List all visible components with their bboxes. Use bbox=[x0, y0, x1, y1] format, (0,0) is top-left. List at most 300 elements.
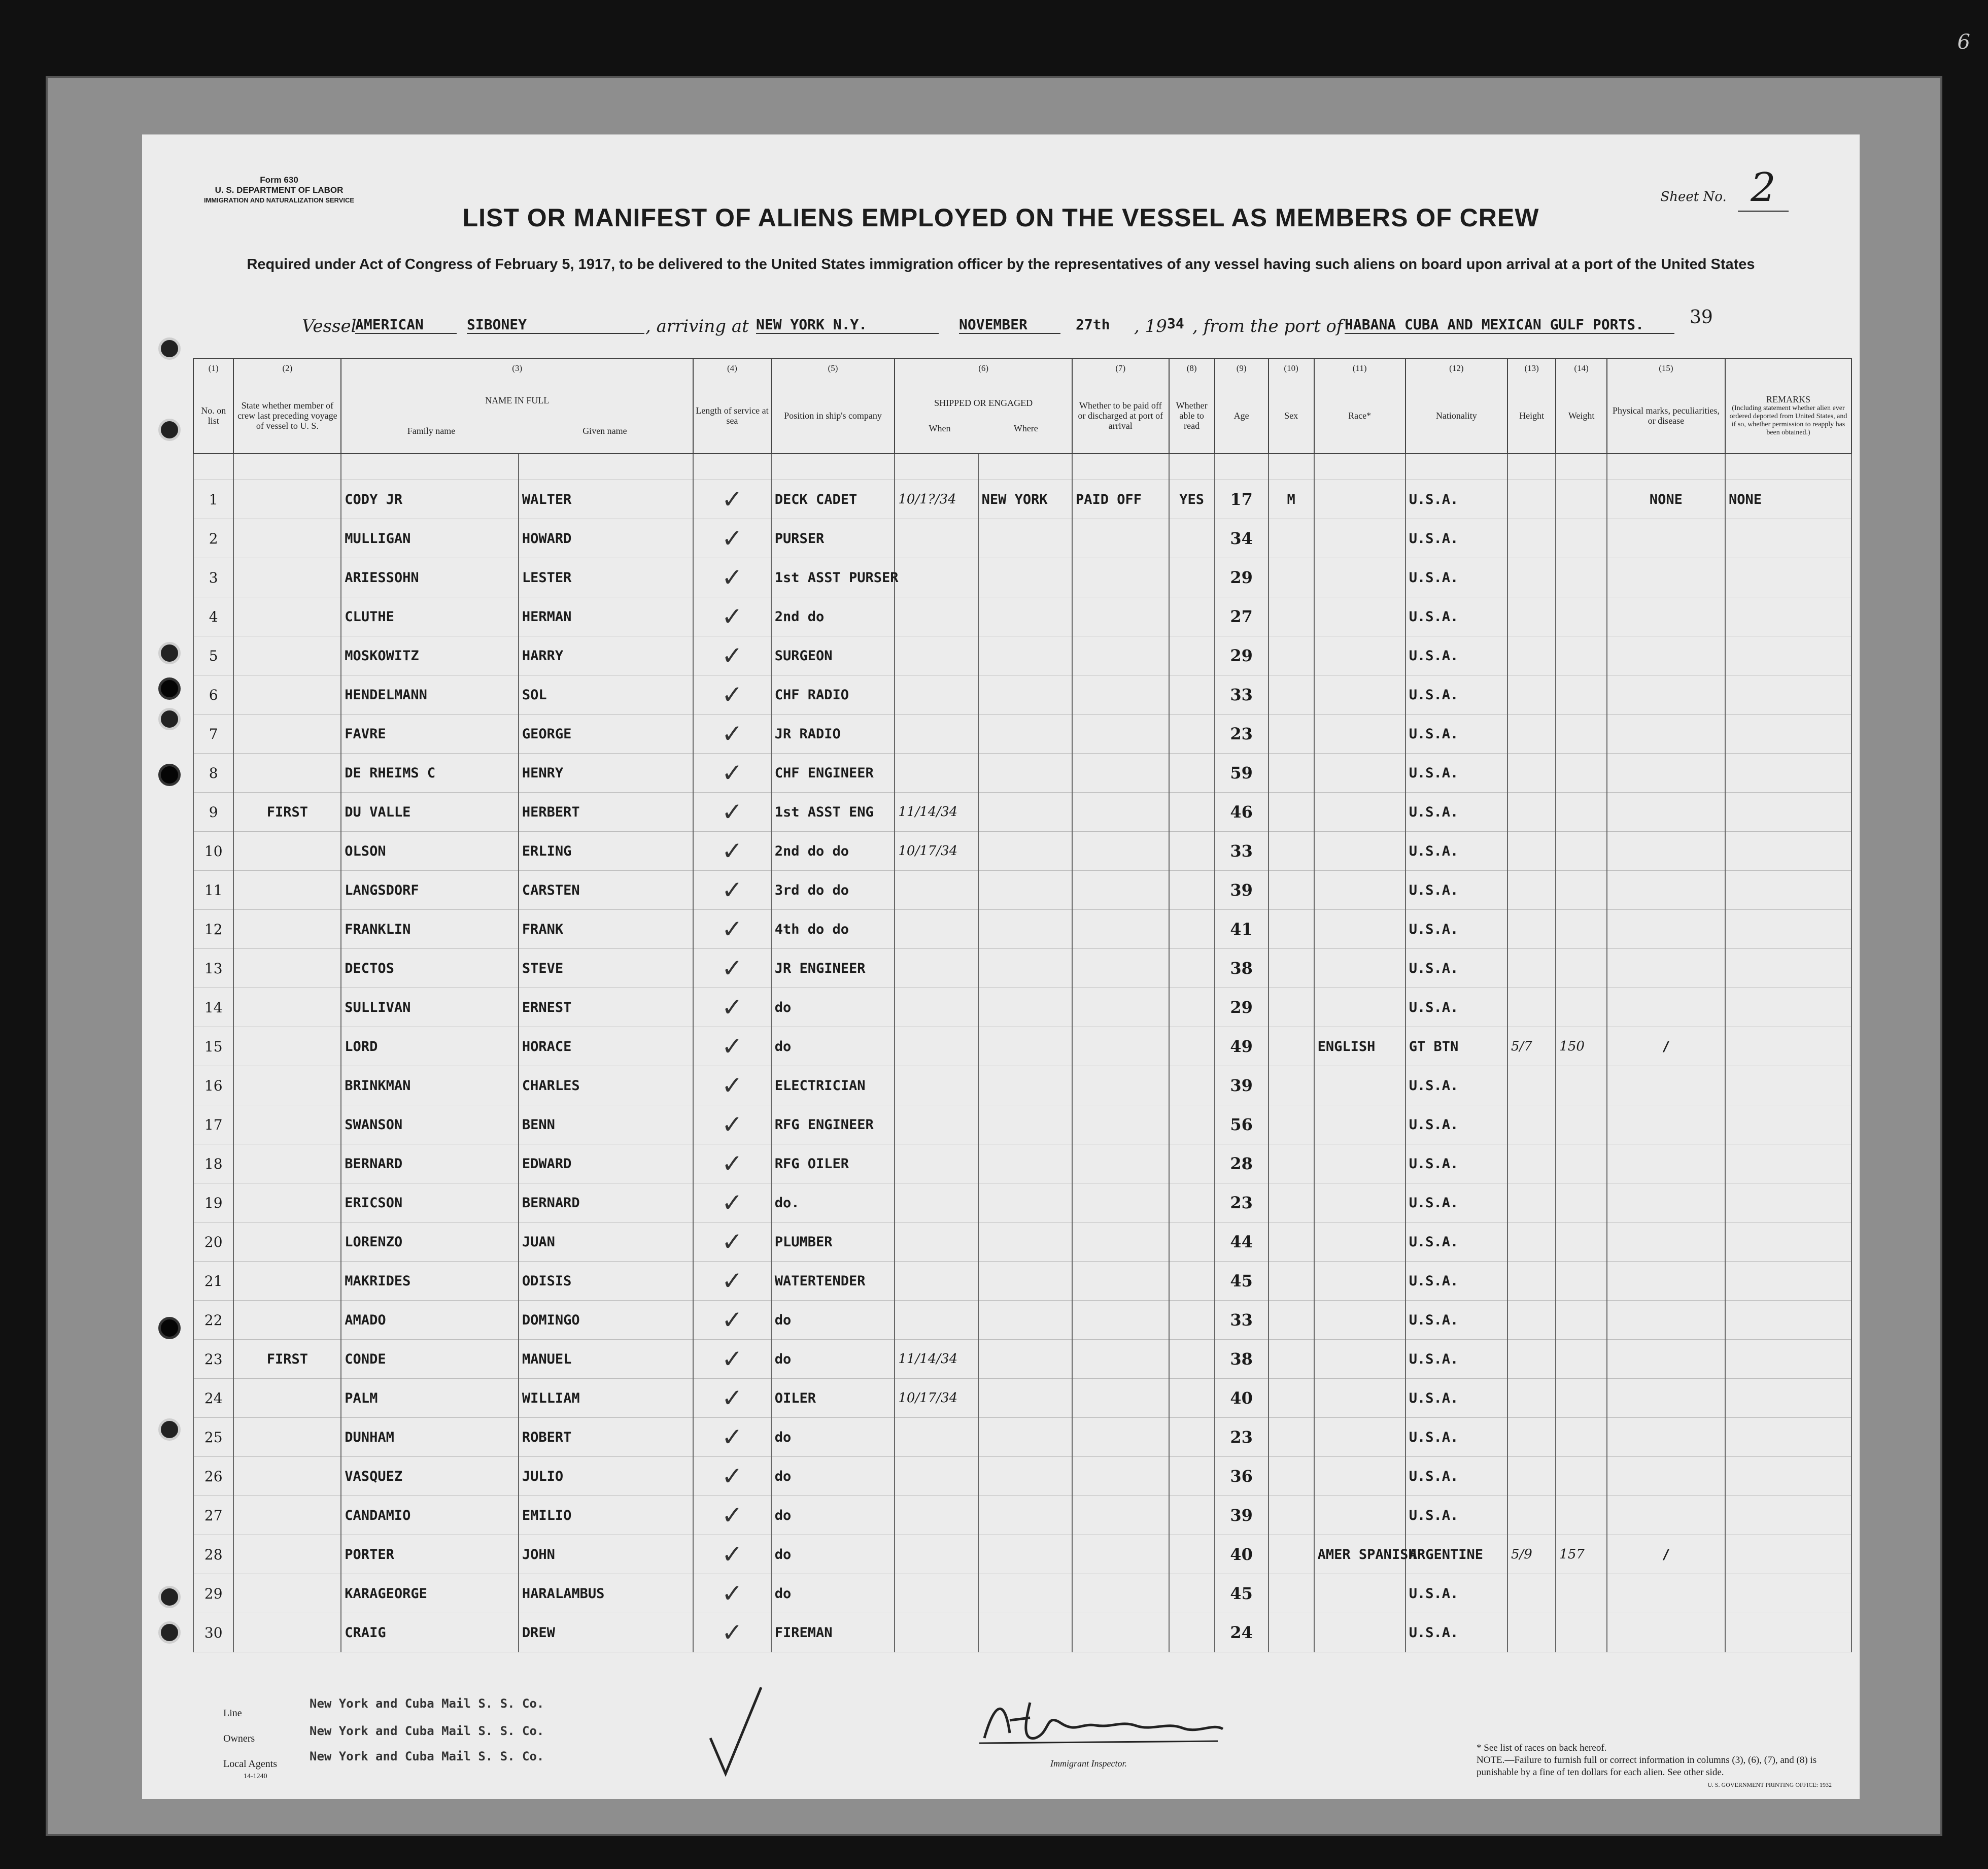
table-row bbox=[193, 754, 1852, 793]
physical-marks-cell bbox=[1607, 832, 1725, 871]
footer-form-code: 14-1240 bbox=[244, 1773, 267, 1780]
header-shipped-group: SHIPPED OR ENGAGED bbox=[934, 398, 1033, 408]
height-cell bbox=[1507, 1066, 1556, 1105]
shipped-where-cell bbox=[978, 1457, 1072, 1496]
remarks-cell: NONE bbox=[1725, 480, 1852, 519]
family-name-cell: BRINKMAN bbox=[341, 1066, 519, 1105]
row-number: 21 bbox=[193, 1262, 233, 1301]
length-of-service-cell: ✓ bbox=[693, 988, 771, 1027]
shipped-when-cell bbox=[895, 949, 978, 988]
position-cell: 1st ASST PURSER bbox=[771, 558, 895, 597]
physical-marks-cell bbox=[1607, 1418, 1725, 1457]
weight-cell bbox=[1556, 871, 1607, 910]
shipped-when-cell bbox=[895, 1613, 978, 1652]
able-to-read-cell bbox=[1169, 832, 1215, 871]
age-cell: 28 bbox=[1215, 1144, 1269, 1183]
checkmark-mark bbox=[705, 1682, 766, 1784]
family-name-cell: CANDAMIO bbox=[341, 1496, 519, 1535]
shipped-when-cell bbox=[895, 1027, 978, 1066]
punch-hole bbox=[158, 764, 181, 786]
nationality-cell: U.S.A. bbox=[1406, 1144, 1507, 1183]
able-to-read-cell bbox=[1169, 1340, 1215, 1379]
age-cell: 33 bbox=[1215, 832, 1269, 871]
col-num: (11) bbox=[1314, 358, 1406, 378]
able-to-read-cell bbox=[1169, 910, 1215, 949]
height-cell bbox=[1507, 988, 1556, 1027]
sex-cell bbox=[1269, 715, 1314, 754]
shipped-where-cell bbox=[978, 754, 1072, 793]
crew-table bbox=[193, 358, 1852, 1652]
nationality-cell: U.S.A. bbox=[1406, 793, 1507, 832]
header-where: Where bbox=[1013, 423, 1038, 433]
weight-cell bbox=[1556, 558, 1607, 597]
age-cell: 33 bbox=[1215, 675, 1269, 715]
age-cell: 34 bbox=[1215, 519, 1269, 558]
able-to-read-cell bbox=[1169, 1027, 1215, 1066]
header-weight: Weight bbox=[1556, 378, 1607, 454]
paid-off-cell bbox=[1072, 1262, 1169, 1301]
position-cell: CHF RADIO bbox=[771, 675, 895, 715]
table-row bbox=[193, 1066, 1852, 1105]
crew-table-container bbox=[193, 358, 1852, 1687]
row-number: 9 bbox=[193, 793, 233, 832]
weight-cell bbox=[1556, 1262, 1607, 1301]
race-cell bbox=[1314, 1183, 1406, 1222]
race-cell bbox=[1314, 1066, 1406, 1105]
weight-cell bbox=[1556, 793, 1607, 832]
header-shipped-engaged bbox=[895, 378, 1072, 454]
header-family-name: Family name bbox=[407, 426, 456, 436]
given-name-cell: EMILIO bbox=[519, 1496, 693, 1535]
length-of-service-cell: ✓ bbox=[693, 1418, 771, 1457]
race-cell bbox=[1314, 558, 1406, 597]
state-cell bbox=[233, 597, 341, 636]
height-cell: 5/7 bbox=[1507, 1027, 1556, 1066]
length-of-service-cell: ✓ bbox=[693, 949, 771, 988]
header-name-in-full bbox=[341, 378, 693, 454]
length-of-service-cell: ✓ bbox=[693, 1105, 771, 1144]
physical-marks-cell bbox=[1607, 910, 1725, 949]
physical-marks-cell bbox=[1607, 1457, 1725, 1496]
sex-cell bbox=[1269, 597, 1314, 636]
table-row bbox=[193, 1535, 1852, 1574]
sex-cell bbox=[1269, 1340, 1314, 1379]
age-cell: 29 bbox=[1215, 558, 1269, 597]
col-num: (14) bbox=[1556, 358, 1607, 378]
table-row bbox=[193, 1301, 1852, 1340]
paid-off-cell bbox=[1072, 1535, 1169, 1574]
height-cell bbox=[1507, 1379, 1556, 1418]
nationality-cell: U.S.A. bbox=[1406, 558, 1507, 597]
remarks-cell bbox=[1725, 1183, 1852, 1222]
length-of-service-cell: ✓ bbox=[693, 1496, 771, 1535]
position-cell: do bbox=[771, 1574, 895, 1613]
state-cell bbox=[233, 871, 341, 910]
header-no-on-list: No. on list bbox=[193, 378, 233, 454]
length-of-service-cell: ✓ bbox=[693, 1340, 771, 1379]
physical-marks-cell bbox=[1607, 1301, 1725, 1340]
position-cell: do bbox=[771, 1457, 895, 1496]
shipped-when-cell: 10/17/34 bbox=[895, 832, 978, 871]
table-row bbox=[193, 1027, 1852, 1066]
shipped-when-cell bbox=[895, 1105, 978, 1144]
shipped-when-cell bbox=[895, 519, 978, 558]
nationality-cell: U.S.A. bbox=[1406, 1183, 1507, 1222]
row-number: 1 bbox=[193, 480, 233, 519]
length-of-service-cell: ✓ bbox=[693, 910, 771, 949]
given-name-cell: JOHN bbox=[519, 1535, 693, 1574]
shipped-when-cell bbox=[895, 1066, 978, 1105]
physical-marks-cell bbox=[1607, 1574, 1725, 1613]
length-of-service-cell: ✓ bbox=[693, 1574, 771, 1613]
punch-hole bbox=[158, 337, 181, 360]
shipped-where-cell bbox=[978, 519, 1072, 558]
able-to-read-cell bbox=[1169, 519, 1215, 558]
physical-marks-cell bbox=[1607, 949, 1725, 988]
race-cell bbox=[1314, 949, 1406, 988]
state-cell bbox=[233, 910, 341, 949]
paid-off-cell: PAID OFF bbox=[1072, 480, 1169, 519]
race-cell bbox=[1314, 910, 1406, 949]
race-cell: ENGLISH bbox=[1314, 1027, 1406, 1066]
race-cell bbox=[1314, 1144, 1406, 1183]
length-of-service-cell: ✓ bbox=[693, 675, 771, 715]
paid-off-cell bbox=[1072, 1222, 1169, 1262]
position-cell: do bbox=[771, 1418, 895, 1457]
able-to-read-cell bbox=[1169, 988, 1215, 1027]
height-cell bbox=[1507, 1457, 1556, 1496]
shipped-where-cell bbox=[978, 715, 1072, 754]
header-age: Age bbox=[1215, 378, 1269, 454]
sex-cell bbox=[1269, 1066, 1314, 1105]
state-cell bbox=[233, 675, 341, 715]
race-cell bbox=[1314, 1379, 1406, 1418]
vessel-name-1: AMERICAN bbox=[355, 316, 457, 334]
paid-off-cell bbox=[1072, 1144, 1169, 1183]
given-name-cell: CARSTEN bbox=[519, 871, 693, 910]
family-name-cell: LANGSDORF bbox=[341, 871, 519, 910]
weight-cell bbox=[1556, 1144, 1607, 1183]
position-cell: FIREMAN bbox=[771, 1613, 895, 1652]
table-row bbox=[193, 1144, 1852, 1183]
row-number: 5 bbox=[193, 636, 233, 675]
shipped-when-cell bbox=[895, 871, 978, 910]
family-name-cell: MAKRIDES bbox=[341, 1262, 519, 1301]
family-name-cell: MOSKOWITZ bbox=[341, 636, 519, 675]
paid-off-cell bbox=[1072, 754, 1169, 793]
given-name-cell: STEVE bbox=[519, 949, 693, 988]
row-number: 24 bbox=[193, 1379, 233, 1418]
weight-cell bbox=[1556, 1301, 1607, 1340]
shipped-when-cell bbox=[895, 1222, 978, 1262]
shipped-when-cell bbox=[895, 1183, 978, 1222]
race-cell bbox=[1314, 1262, 1406, 1301]
state-cell bbox=[233, 988, 341, 1027]
age-cell: 46 bbox=[1215, 793, 1269, 832]
given-name-cell: BENN bbox=[519, 1105, 693, 1144]
age-cell: 24 bbox=[1215, 1613, 1269, 1652]
state-cell bbox=[233, 1613, 341, 1652]
physical-marks-cell: NONE bbox=[1607, 480, 1725, 519]
physical-marks-cell bbox=[1607, 715, 1725, 754]
table-row bbox=[193, 793, 1852, 832]
paid-off-cell bbox=[1072, 910, 1169, 949]
shipped-where-cell bbox=[978, 1183, 1072, 1222]
sex-cell bbox=[1269, 910, 1314, 949]
position-cell: do bbox=[771, 1301, 895, 1340]
remarks-cell bbox=[1725, 793, 1852, 832]
col-num: (7) bbox=[1072, 358, 1169, 378]
arriving-label: , arriving at bbox=[645, 316, 749, 336]
header-remarks bbox=[1725, 378, 1852, 454]
family-name-cell: ERICSON bbox=[341, 1183, 519, 1222]
header-sex: Sex bbox=[1269, 378, 1314, 454]
nationality-cell: U.S.A. bbox=[1406, 636, 1507, 675]
nationality-cell: U.S.A. bbox=[1406, 1496, 1507, 1535]
row-number: 4 bbox=[193, 597, 233, 636]
form-identifier bbox=[193, 175, 365, 206]
printer-note: U. S. GOVERNMENT PRINTING OFFICE: 1932 bbox=[1707, 1781, 1832, 1788]
age-cell: 29 bbox=[1215, 636, 1269, 675]
height-cell bbox=[1507, 949, 1556, 988]
from-label: , from the port of bbox=[1192, 316, 1343, 336]
race-cell: AMER SPANISH bbox=[1314, 1535, 1406, 1574]
paid-off-cell bbox=[1072, 1418, 1169, 1457]
punch-hole bbox=[158, 708, 181, 730]
state-cell bbox=[233, 1379, 341, 1418]
shipped-where-cell bbox=[978, 1340, 1072, 1379]
family-name-cell: AMADO bbox=[341, 1301, 519, 1340]
nationality-cell: U.S.A. bbox=[1406, 1340, 1507, 1379]
height-cell bbox=[1507, 832, 1556, 871]
crew-table-body bbox=[193, 454, 1852, 1652]
race-cell bbox=[1314, 832, 1406, 871]
remarks-cell bbox=[1725, 1379, 1852, 1418]
sex-cell bbox=[1269, 754, 1314, 793]
race-cell bbox=[1314, 519, 1406, 558]
table-row bbox=[193, 636, 1852, 675]
nationality-cell: U.S.A. bbox=[1406, 1222, 1507, 1262]
remarks-cell bbox=[1725, 1105, 1852, 1144]
nationality-cell: U.S.A. bbox=[1406, 949, 1507, 988]
age-cell: 17 bbox=[1215, 480, 1269, 519]
paid-off-cell bbox=[1072, 1340, 1169, 1379]
length-of-service-cell: ✓ bbox=[693, 519, 771, 558]
height-cell bbox=[1507, 910, 1556, 949]
state-cell bbox=[233, 1144, 341, 1183]
age-cell: 49 bbox=[1215, 1027, 1269, 1066]
row-number: 30 bbox=[193, 1613, 233, 1652]
physical-marks-cell bbox=[1607, 519, 1725, 558]
nationality-cell: U.S.A. bbox=[1406, 1613, 1507, 1652]
physical-marks-cell bbox=[1607, 1183, 1725, 1222]
row-number: 29 bbox=[193, 1574, 233, 1613]
state-cell: FIRST bbox=[233, 1340, 341, 1379]
header-length-of-service: Length of service at sea bbox=[693, 378, 771, 454]
remarks-cell bbox=[1725, 832, 1852, 871]
given-name-cell: DREW bbox=[519, 1613, 693, 1652]
given-name-cell: ROBERT bbox=[519, 1418, 693, 1457]
height-cell bbox=[1507, 1418, 1556, 1457]
arrival-day: 27th bbox=[1076, 316, 1110, 333]
weight-cell bbox=[1556, 636, 1607, 675]
position-cell: do bbox=[771, 1340, 895, 1379]
col-num: (4) bbox=[693, 358, 771, 378]
punch-hole bbox=[158, 642, 181, 664]
position-cell: RFG ENGINEER bbox=[771, 1105, 895, 1144]
shipped-where-cell bbox=[978, 1222, 1072, 1262]
height-cell bbox=[1507, 1262, 1556, 1301]
age-cell: 59 bbox=[1215, 754, 1269, 793]
position-cell: JR RADIO bbox=[771, 715, 895, 754]
table-row bbox=[193, 949, 1852, 988]
nationality-cell: U.S.A. bbox=[1406, 1105, 1507, 1144]
col-num: (6) bbox=[895, 358, 1072, 378]
family-name-cell: DU VALLE bbox=[341, 793, 519, 832]
weight-cell bbox=[1556, 1183, 1607, 1222]
state-cell bbox=[233, 1027, 341, 1066]
local-agents-label: Local Agents bbox=[223, 1758, 278, 1770]
shipped-where-cell bbox=[978, 1301, 1072, 1340]
sex-cell bbox=[1269, 1183, 1314, 1222]
given-name-cell: WALTER bbox=[519, 480, 693, 519]
physical-marks-cell: / bbox=[1607, 1535, 1725, 1574]
given-name-cell: HENRY bbox=[519, 754, 693, 793]
race-cell bbox=[1314, 715, 1406, 754]
physical-marks-cell bbox=[1607, 1144, 1725, 1183]
given-name-cell: DOMINGO bbox=[519, 1301, 693, 1340]
col-num: (12) bbox=[1406, 358, 1507, 378]
able-to-read-cell bbox=[1169, 675, 1215, 715]
paid-off-cell bbox=[1072, 558, 1169, 597]
physical-marks-cell bbox=[1607, 558, 1725, 597]
family-name-cell: DE RHEIMS C bbox=[341, 754, 519, 793]
nationality-cell: U.S.A. bbox=[1406, 1262, 1507, 1301]
nationality-cell: U.S.A. bbox=[1406, 675, 1507, 715]
header-able-to-read: Whether able to read bbox=[1169, 378, 1215, 454]
height-cell bbox=[1507, 1574, 1556, 1613]
weight-cell bbox=[1556, 910, 1607, 949]
line-label: Line bbox=[223, 1708, 242, 1719]
col-num: (2) bbox=[233, 358, 341, 378]
shipped-where-cell bbox=[978, 1535, 1072, 1574]
owners-value: New York and Cuba Mail S. S. Co. bbox=[310, 1724, 544, 1738]
paid-off-cell bbox=[1072, 832, 1169, 871]
table-row bbox=[193, 1183, 1852, 1222]
state-cell bbox=[233, 636, 341, 675]
age-cell: 36 bbox=[1215, 1457, 1269, 1496]
paid-off-cell bbox=[1072, 793, 1169, 832]
sex-cell bbox=[1269, 832, 1314, 871]
sex-cell bbox=[1269, 558, 1314, 597]
shipped-where-cell bbox=[978, 1496, 1072, 1535]
row-number: 20 bbox=[193, 1222, 233, 1262]
given-name-cell: FRANK bbox=[519, 910, 693, 949]
length-of-service-cell: ✓ bbox=[693, 793, 771, 832]
department-name: U. S. DEPARTMENT OF LABOR bbox=[215, 185, 344, 195]
remarks-cell bbox=[1725, 1340, 1852, 1379]
length-of-service-cell: ✓ bbox=[693, 1183, 771, 1222]
given-name-cell: HARRY bbox=[519, 636, 693, 675]
paid-off-cell bbox=[1072, 988, 1169, 1027]
state-cell bbox=[233, 1535, 341, 1574]
given-name-cell: HERMAN bbox=[519, 597, 693, 636]
position-cell: do bbox=[771, 1027, 895, 1066]
age-cell: 23 bbox=[1215, 715, 1269, 754]
family-name-cell: CONDE bbox=[341, 1340, 519, 1379]
family-name-cell: SWANSON bbox=[341, 1105, 519, 1144]
length-of-service-cell: ✓ bbox=[693, 597, 771, 636]
physical-marks-cell bbox=[1607, 754, 1725, 793]
shipped-where-cell bbox=[978, 793, 1072, 832]
race-cell bbox=[1314, 1301, 1406, 1340]
punch-hole bbox=[158, 1317, 181, 1339]
state-cell bbox=[233, 480, 341, 519]
shipped-when-cell bbox=[895, 754, 978, 793]
shipped-when-cell bbox=[895, 1457, 978, 1496]
able-to-read-cell bbox=[1169, 871, 1215, 910]
column-number-row bbox=[193, 358, 1852, 378]
crew-count: 39 bbox=[1690, 307, 1713, 328]
table-row bbox=[193, 1105, 1852, 1144]
sex-cell bbox=[1269, 519, 1314, 558]
punch-hole bbox=[158, 677, 181, 700]
table-row bbox=[193, 1222, 1852, 1262]
shipped-where-cell bbox=[978, 832, 1072, 871]
weight-cell bbox=[1556, 1574, 1607, 1613]
shipped-when-cell bbox=[895, 1535, 978, 1574]
footer bbox=[193, 1682, 1852, 1794]
able-to-read-cell bbox=[1169, 1183, 1215, 1222]
paid-off-cell bbox=[1072, 871, 1169, 910]
row-number: 18 bbox=[193, 1144, 233, 1183]
remarks-cell bbox=[1725, 1262, 1852, 1301]
sex-cell bbox=[1269, 1574, 1314, 1613]
height-cell bbox=[1507, 1340, 1556, 1379]
physical-marks-cell: / bbox=[1607, 1027, 1725, 1066]
family-name-cell: OLSON bbox=[341, 832, 519, 871]
state-cell bbox=[233, 1183, 341, 1222]
inspector-label: Immigrant Inspector. bbox=[1050, 1758, 1127, 1769]
physical-marks-cell bbox=[1607, 1262, 1725, 1301]
shipped-when-cell: 11/14/34 bbox=[895, 1340, 978, 1379]
sex-cell bbox=[1269, 1418, 1314, 1457]
table-row bbox=[193, 675, 1852, 715]
length-of-service-cell: ✓ bbox=[693, 636, 771, 675]
shipped-when-cell bbox=[895, 988, 978, 1027]
nationality-cell: U.S.A. bbox=[1406, 597, 1507, 636]
shipped-when-cell bbox=[895, 910, 978, 949]
given-name-cell: ERNEST bbox=[519, 988, 693, 1027]
owners-label: Owners bbox=[223, 1733, 255, 1744]
table-row bbox=[193, 715, 1852, 754]
physical-marks-cell bbox=[1607, 1066, 1725, 1105]
remarks-cell bbox=[1725, 1496, 1852, 1535]
header-position: Position in ship's company bbox=[771, 378, 895, 454]
able-to-read-cell: YES bbox=[1169, 480, 1215, 519]
able-to-read-cell bbox=[1169, 597, 1215, 636]
able-to-read-cell bbox=[1169, 636, 1215, 675]
col-num: (3) bbox=[341, 358, 693, 378]
length-of-service-cell: ✓ bbox=[693, 1535, 771, 1574]
service-name: IMMIGRATION AND NATURALIZATION SERVICE bbox=[203, 196, 355, 204]
remarks-cell bbox=[1725, 1027, 1852, 1066]
age-cell: 40 bbox=[1215, 1535, 1269, 1574]
row-number: 11 bbox=[193, 871, 233, 910]
position-cell: 1st ASST ENG bbox=[771, 793, 895, 832]
sex-cell bbox=[1269, 636, 1314, 675]
race-cell bbox=[1314, 1496, 1406, 1535]
